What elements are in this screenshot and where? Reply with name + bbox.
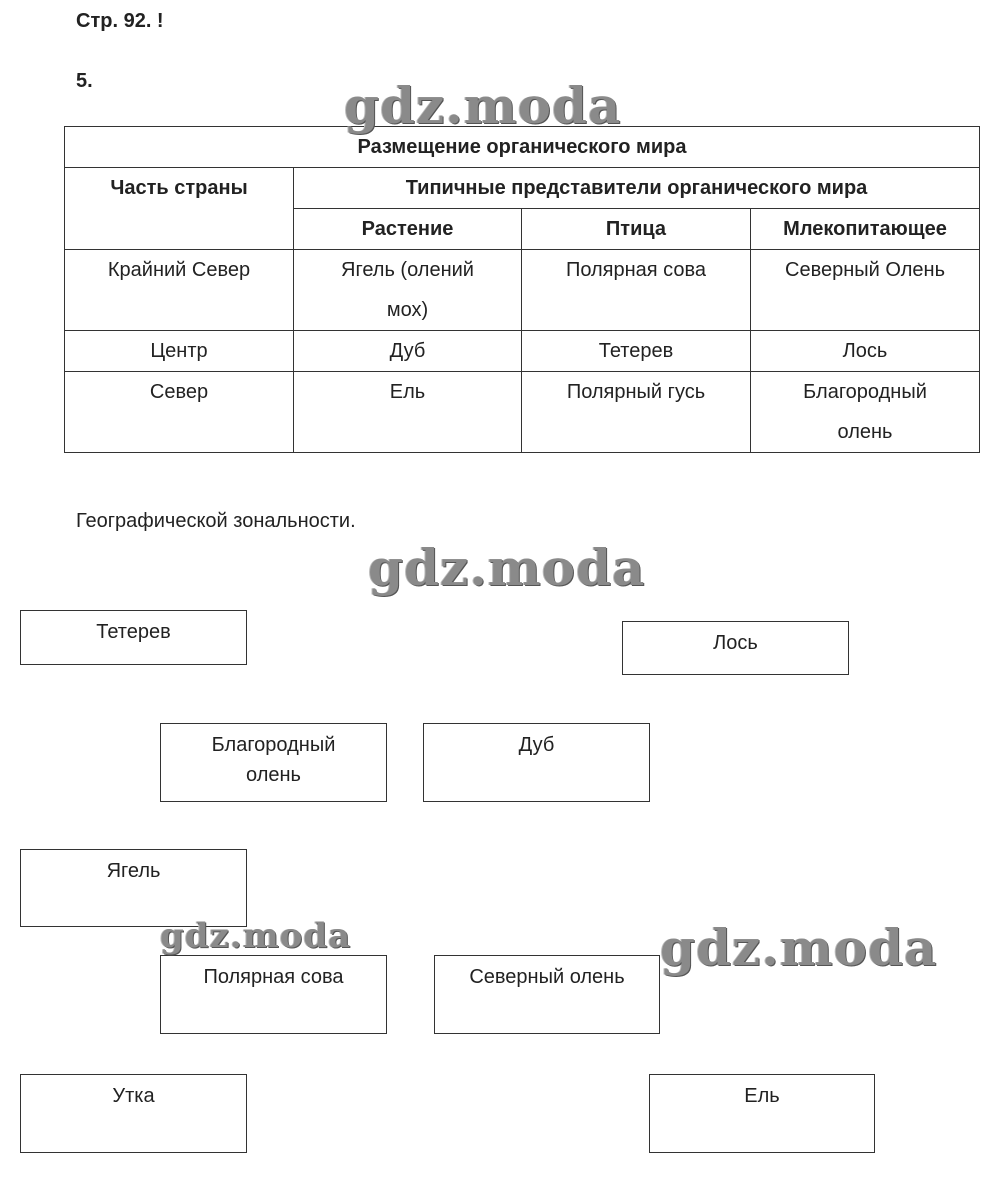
header-plant: Растение xyxy=(294,209,522,250)
table-title: Размещение органического мира xyxy=(65,127,980,168)
cell-bird: Полярный гусь xyxy=(522,372,751,453)
table-row xyxy=(65,250,980,331)
table-row xyxy=(65,331,980,372)
table-row xyxy=(65,372,980,453)
header-mammal: Млекопитающее xyxy=(751,209,980,250)
watermark: gdz.moda xyxy=(160,916,352,956)
table-header-row xyxy=(65,168,980,209)
page-header: Стр. 92. ! xyxy=(76,10,164,32)
cell-part: Крайний Север xyxy=(65,250,294,331)
card-severny-olen: Северный олень xyxy=(434,955,660,1034)
cell-part: Центр xyxy=(65,331,294,372)
cell-part: Север xyxy=(65,372,294,453)
card-polyarnaya-sova: Полярная сова xyxy=(160,955,387,1034)
card-los: Лось xyxy=(622,621,849,675)
watermark: gdz.moda xyxy=(344,76,622,135)
card-blagorodny-olen: Благородный олень xyxy=(160,723,387,802)
watermark: gdz.moda xyxy=(368,538,646,597)
caption: Географической зональности. xyxy=(76,510,356,532)
cell-plant: Дуб xyxy=(294,331,522,372)
cell-plant: Ель xyxy=(294,372,522,453)
card-tetrev: Тетерев xyxy=(20,610,247,665)
cell-mammal: Благородный олень xyxy=(751,372,980,453)
watermark: gdz.moda xyxy=(660,918,938,977)
header-bird: Птица xyxy=(522,209,751,250)
task-number: 5. xyxy=(76,70,93,92)
cell-mammal: Северный Олень xyxy=(751,250,980,331)
cell-bird: Полярная сова xyxy=(522,250,751,331)
cell-bird: Тетерев xyxy=(522,331,751,372)
table-title-row xyxy=(65,127,980,168)
card-dub: Дуб xyxy=(423,723,650,802)
header-part: Часть страны xyxy=(65,168,294,250)
card-utka: Утка xyxy=(20,1074,247,1153)
header-group: Типичные представители органического мира xyxy=(294,168,980,209)
cell-mammal: Лось xyxy=(751,331,980,372)
cell-plant: Ягель (олений мох) xyxy=(294,250,522,331)
card-yagel: Ягель xyxy=(20,849,247,927)
organic-world-table xyxy=(64,126,980,453)
card-el: Ель xyxy=(649,1074,875,1153)
